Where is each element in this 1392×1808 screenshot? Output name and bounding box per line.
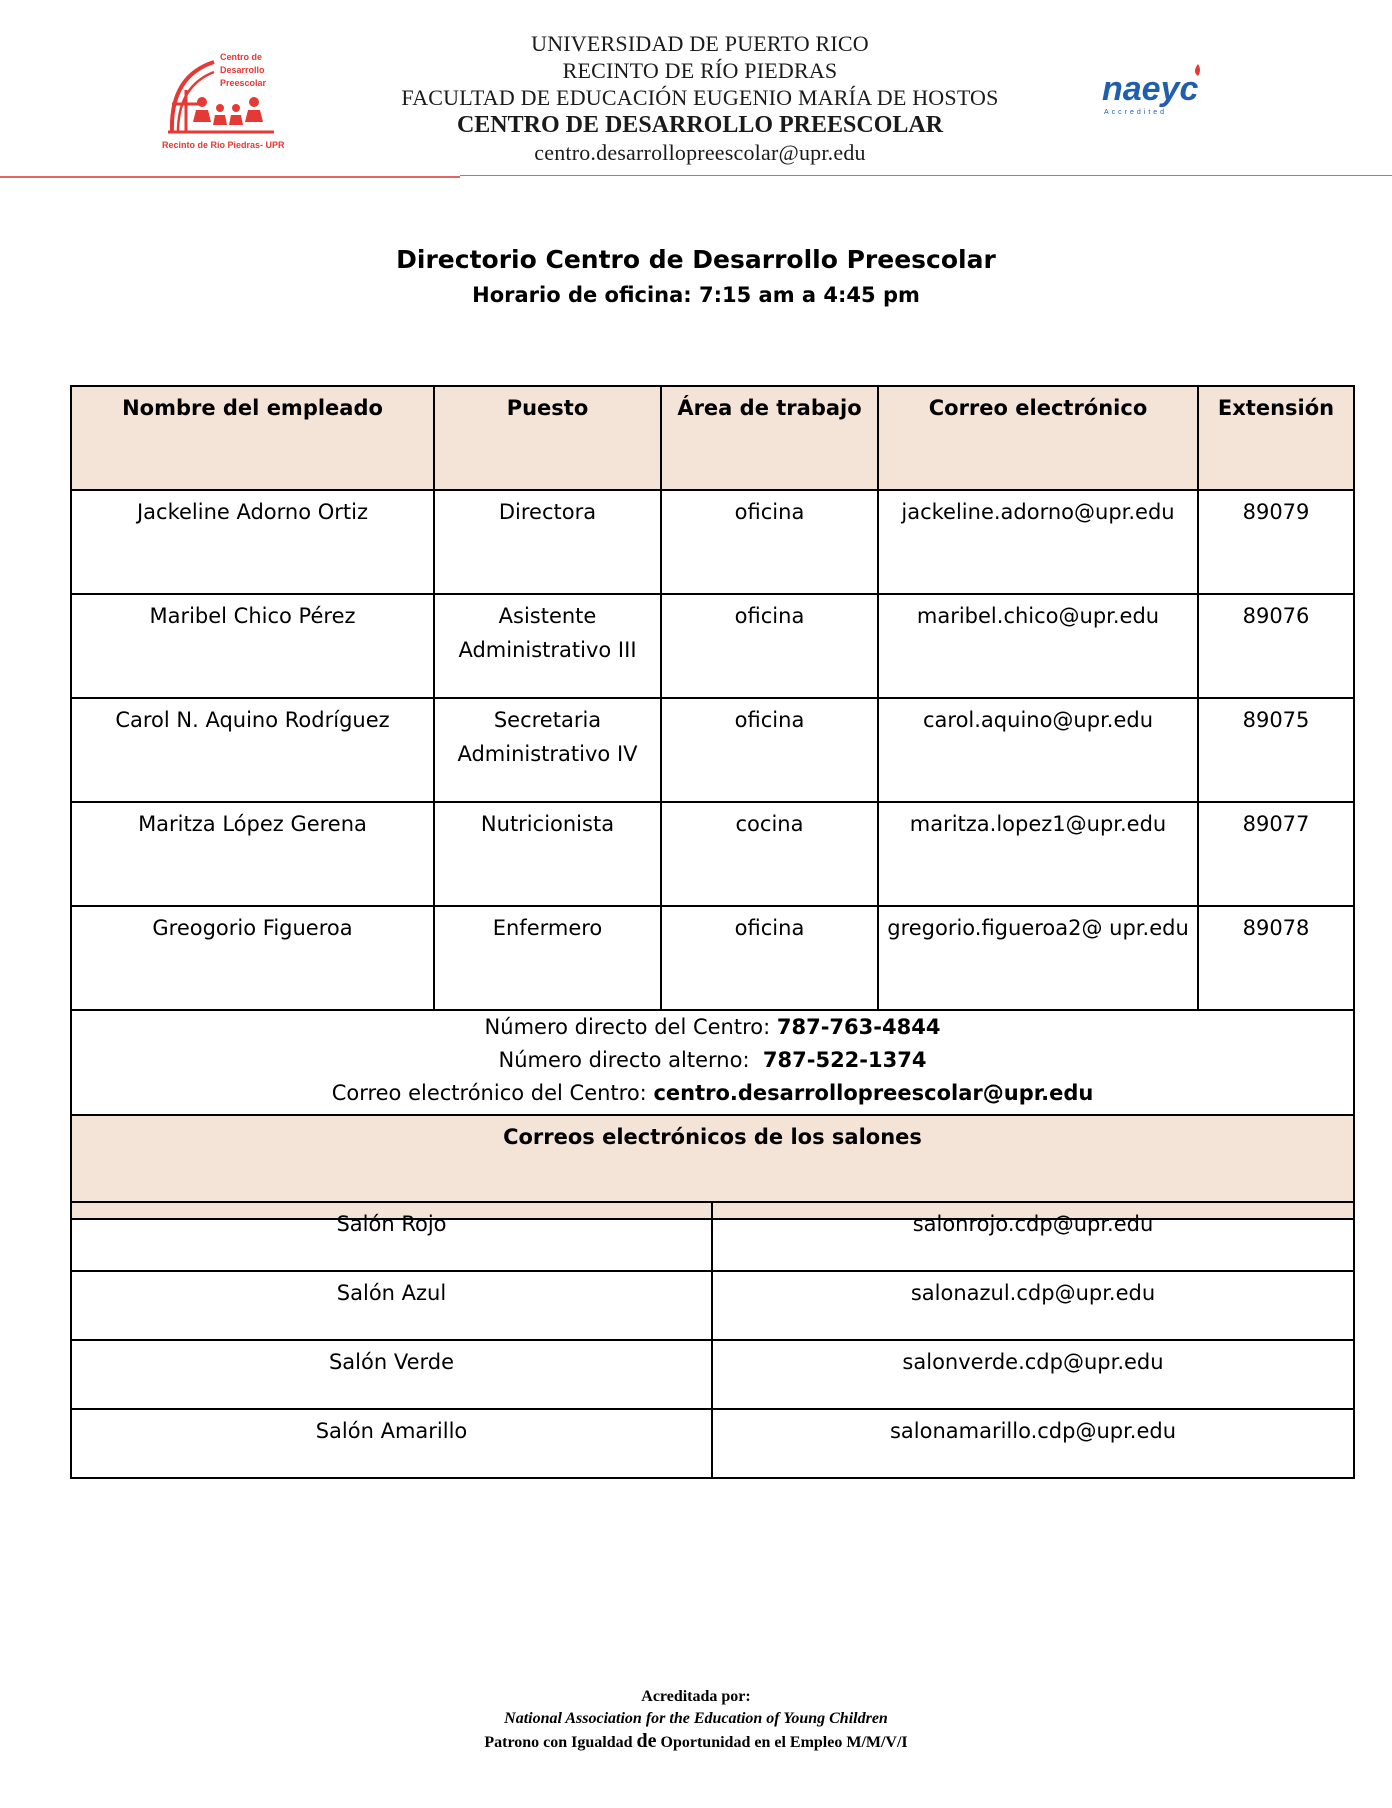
- employee-extension: 89076: [1198, 594, 1354, 698]
- faculty-name: FACULTAD DE EDUCACIÓN EUGENIO MARÍA DE HOSTOS: [401, 85, 999, 110]
- campus-name: RECINTO DE RÍO PIEDRAS: [562, 58, 838, 83]
- table-row: [71, 1340, 1354, 1409]
- center-email-label: Correo electrónico del Centro:: [331, 1081, 647, 1105]
- svg-text:Centro de: Centro de: [220, 52, 263, 62]
- alt-number-line: [78, 1044, 1347, 1077]
- naeyc-logo: [1098, 56, 1224, 126]
- salon-name: Salón Rojo: [71, 1202, 712, 1271]
- salon-email: salonrojo.cdp@upr.edu: [712, 1202, 1354, 1271]
- table-row: [71, 1409, 1354, 1478]
- employee-area: oficina: [661, 490, 878, 594]
- table-header-row: [71, 386, 1354, 490]
- direct-number-label: Número directo del Centro:: [484, 1015, 771, 1039]
- university-name: UNIVERSIDAD DE PUERTO RICO: [531, 31, 869, 56]
- employee-name: Maribel Chico Pérez: [71, 594, 434, 698]
- employee-position: Nutricionista: [434, 802, 661, 906]
- employee-position: Enfermero: [434, 906, 661, 1010]
- footer: [0, 1686, 1392, 1754]
- office-hours: Horario de oficina: 7:15 am a 4:45 pm: [472, 283, 920, 307]
- employee-extension: 89077: [1198, 802, 1354, 906]
- employee-directory-table: [70, 385, 1355, 1220]
- letterhead-text: [330, 30, 1070, 166]
- employee-email: carol.aquino@upr.edu: [878, 698, 1198, 802]
- svg-text:Desarrollo: Desarrollo: [220, 65, 265, 75]
- employee-name: Maritza López Gerena: [71, 802, 434, 906]
- column-header: Puesto: [434, 386, 661, 490]
- contact-info-row: [71, 1010, 1354, 1115]
- employee-email: gregorio.figueroa2@ upr.edu: [878, 906, 1198, 1010]
- employee-position: Directora: [434, 490, 661, 594]
- table-row: [71, 594, 1354, 698]
- alt-number: 787-522-1374: [762, 1048, 927, 1072]
- employee-position: Asistente Administrativo III: [434, 594, 661, 698]
- column-header: Extensión: [1198, 386, 1354, 490]
- employee-email: maritza.lopez1@upr.edu: [878, 802, 1198, 906]
- employee-area: oficina: [661, 698, 878, 802]
- header-rule-left: [0, 176, 460, 178]
- center-name: CENTRO DE DESARROLLO PREESCOLAR: [456, 112, 944, 138]
- svg-text:Accredited: Accredited: [1104, 109, 1168, 116]
- table-row: [71, 490, 1354, 594]
- letterhead: [0, 0, 1392, 190]
- salones-title: Correos electrónicos de los salones: [71, 1115, 1354, 1219]
- center-email-line: [78, 1077, 1347, 1110]
- table-row: [71, 1271, 1354, 1340]
- column-header: Área de trabajo: [661, 386, 878, 490]
- employee-name: Greogorio Figueroa: [71, 906, 434, 1010]
- employee-position: Secretaria Administrativo IV: [434, 698, 661, 802]
- svg-text:naeyc: naeyc: [1102, 70, 1199, 108]
- center-email: centro.desarrollopreescolar@upr.edu: [534, 140, 866, 165]
- svg-text:Preescolar: Preescolar: [220, 78, 267, 88]
- employee-extension: 89078: [1198, 906, 1354, 1010]
- column-header: Nombre del empleado: [71, 386, 434, 490]
- salon-email: salonamarillo.cdp@upr.edu: [712, 1409, 1354, 1478]
- table-row: [71, 698, 1354, 802]
- salon-name: Salón Azul: [71, 1271, 712, 1340]
- table-row: [71, 1202, 1354, 1271]
- alt-number-label: Número directo alterno:: [498, 1048, 750, 1072]
- employee-extension: 89079: [1198, 490, 1354, 594]
- employee-area: oficina: [661, 906, 878, 1010]
- employee-name: Jackeline Adorno Ortiz: [71, 490, 434, 594]
- header-rule-right: [460, 175, 1392, 176]
- document-title: Directorio Centro de Desarrollo Preescolar: [396, 245, 996, 274]
- svg-text:Recinto de Río Piedras- UPR: Recinto de Río Piedras- UPR: [162, 140, 285, 150]
- accreditation-label: Acreditada por:: [641, 1688, 751, 1705]
- contact-info: [71, 1010, 1354, 1115]
- equal-opportunity: Patrono con Igualdad de Oportunidad en el Empleo M/M/V/I: [484, 1730, 908, 1752]
- employee-email: jackeline.adorno@upr.edu: [878, 490, 1198, 594]
- employee-name: Carol N. Aquino Rodríguez: [71, 698, 434, 802]
- column-header: Correo electrónico: [878, 386, 1198, 490]
- center-email-value: centro.desarrollopreescolar@upr.edu: [653, 1081, 1094, 1105]
- cdp-logo: [158, 46, 308, 156]
- accreditation-org: National Association for the Education of Young Children: [504, 1710, 888, 1727]
- employee-extension: 89075: [1198, 698, 1354, 802]
- direct-number-line: [78, 1011, 1347, 1044]
- table-row: [71, 802, 1354, 906]
- salones-table: [70, 1201, 1355, 1479]
- employee-area: oficina: [661, 594, 878, 698]
- salon-email: salonazul.cdp@upr.edu: [712, 1271, 1354, 1340]
- salon-name: Salón Amarillo: [71, 1409, 712, 1478]
- employee-area: cocina: [661, 802, 878, 906]
- salon-name: Salón Verde: [71, 1340, 712, 1409]
- direct-number: 787-763-4844: [776, 1015, 941, 1039]
- employee-email: maribel.chico@upr.edu: [878, 594, 1198, 698]
- document-title-block: [0, 243, 1392, 311]
- table-row: [71, 906, 1354, 1010]
- salon-email: salonverde.cdp@upr.edu: [712, 1340, 1354, 1409]
